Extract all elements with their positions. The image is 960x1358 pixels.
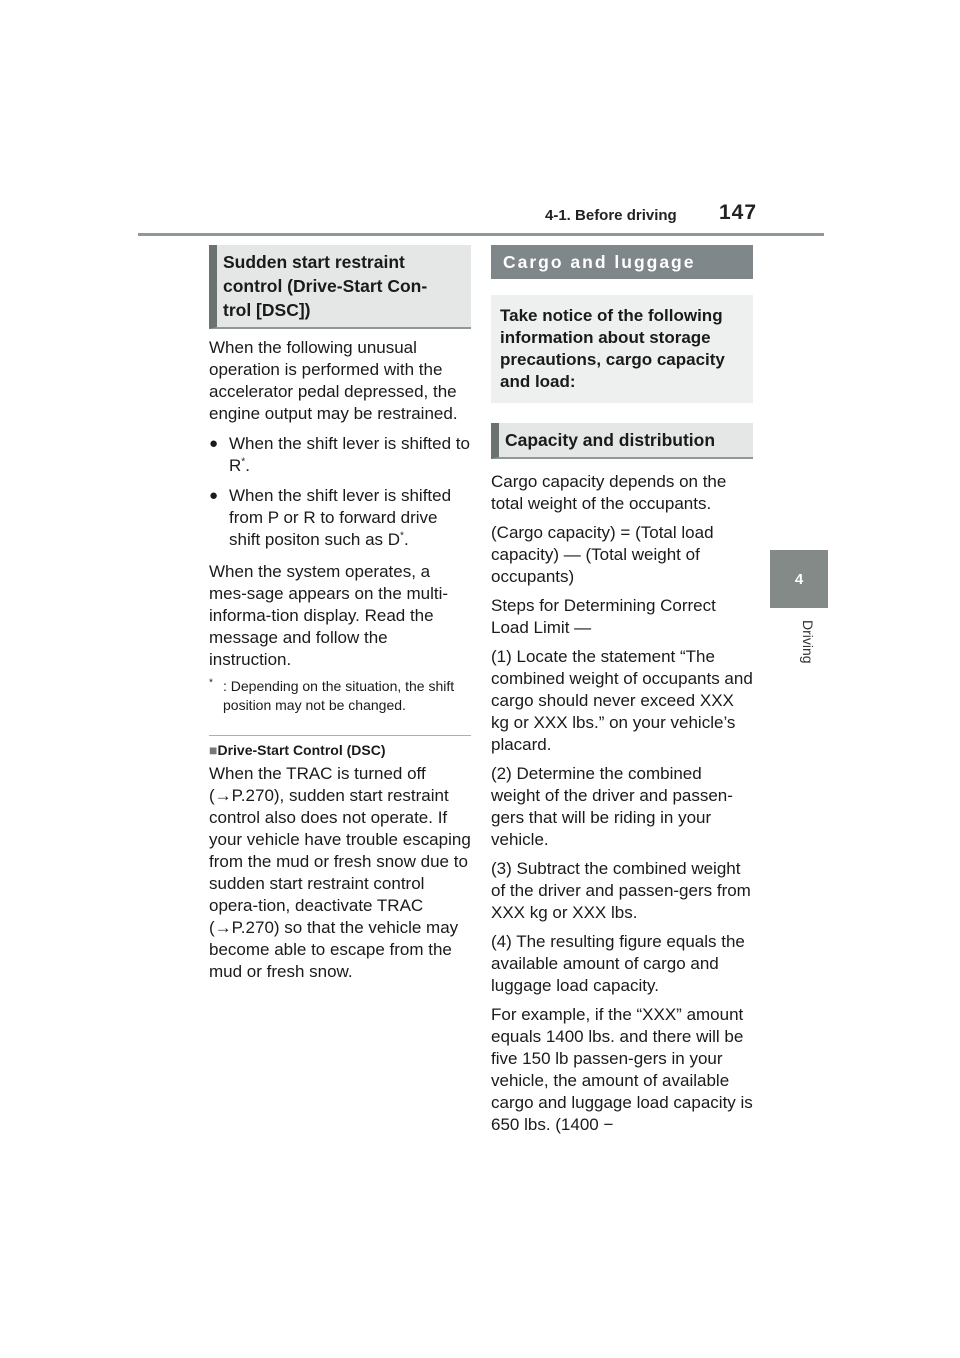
- asterisk-note-text: : Depending on the situation, the shift position may not be changed.: [223, 678, 455, 713]
- bullet-dot-icon: ●: [209, 487, 219, 504]
- cargo-paragraph: (2) Determine the combined weight of the driver and passen-gers that will be riding in your vehicle.: [491, 764, 733, 849]
- chapter-label: Driving: [800, 620, 816, 664]
- header-rule: [138, 233, 824, 236]
- section-title: 4-1. Before driving: [545, 207, 677, 224]
- chapter-tab[interactable]: 4: [770, 550, 828, 608]
- dsc-title-line-3: trol [DSC]): [223, 300, 311, 320]
- cargo-paragraph: (3) Subtract the combined weight of the driver and passen-gers from XXX kg or XXX lbs.: [491, 859, 751, 922]
- dsc-title-line-2: control (Drive-Start Con-: [223, 276, 428, 296]
- dsc-text: When the TRAC is turned off (→P.270), sudden start restraint control also does not operate. If your vehicle have trouble escaping from the mud or fresh snow due to sudden start restraint control opera-tion, deactivate TRAC (→P.270) so that the vehicle may become able to escape from the mud or fresh snow.: [209, 764, 471, 981]
- dsc-intro: When the following unusual operation is performed with the accelerator pedal depressed, the engine output may be restrained.: [209, 338, 458, 423]
- cargo-paragraph: Cargo capacity depends on the total weight of the occupants.: [491, 472, 727, 513]
- cargo-paragraph: For example, if the “XXX” amount equals 1400 lbs. and there will be five 150 lb passen-gers in your vehicle, the amount of available cargo and luggage load capacity is 650 lbs. (1400 −: [491, 1005, 753, 1134]
- dsc-title-line-1: Sudden start restraint: [223, 252, 405, 272]
- bullet-item: [209, 433, 471, 477]
- asterisk-note: [209, 677, 471, 715]
- cargo-paragraph: (Cargo capacity) = (Total load capacity) — (Total weight of occupants): [491, 523, 714, 586]
- cargo-paragraphs: [491, 471, 753, 1136]
- left-column: [209, 245, 471, 983]
- bullet-item: [209, 485, 471, 551]
- bullet-dot-icon: ●: [209, 435, 219, 452]
- dsc-title-box: [209, 245, 471, 329]
- cargo-paragraph: (4) The resulting figure equals the available amount of cargo and luggage load capacity.: [491, 932, 745, 995]
- dsc-subheading: ■Drive-Start Control (DSC): [209, 742, 386, 758]
- cargo-notice-box: Take notice of the following information about storage precautions, cargo capacity and load:: [491, 295, 753, 403]
- cargo-paragraph: (1) Locate the statement “The combined weight of occupants and cargo should never exceed XXX kg or XXX lbs.” on your vehicle’s placard.: [491, 647, 753, 754]
- divider: [209, 735, 471, 736]
- bullet-text: When the shift lever is shifted to R*.: [229, 434, 470, 475]
- cargo-paragraph: Steps for Determining Correct Load Limit —: [491, 596, 716, 637]
- asterisk-mark: *: [209, 677, 213, 689]
- capacity-subtitle: Capacity and distribution: [491, 423, 753, 459]
- system-note: When the system operates, a mes-sage appears on the multi-informa-tion display. Read the message and follow the instruction.: [209, 562, 449, 669]
- right-column: [491, 245, 753, 1136]
- bullet-text: When the shift lever is shifted from P or R to forward drive shift positon such as D*.: [229, 486, 452, 549]
- square-marker-icon: ■: [209, 742, 218, 758]
- page-number: 147: [719, 201, 758, 224]
- cargo-band-title: Cargo and luggage: [491, 245, 753, 279]
